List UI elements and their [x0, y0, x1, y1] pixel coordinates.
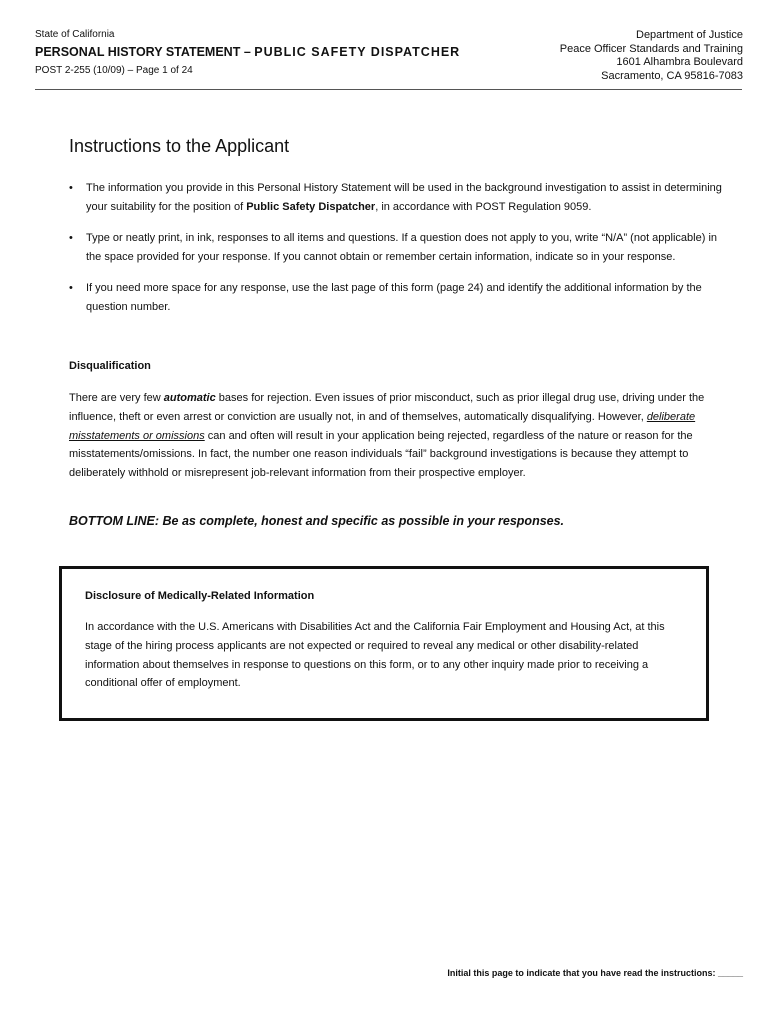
bullet-icon: •	[69, 232, 73, 244]
instruction-item	[69, 279, 729, 317]
disqualification-text: bases for rejection. Even issues of prior misconduct, such as prior illegal drug use, driving under the influence, theft or even arrest or conviction are usually not, in and of themselves, automatically disqualifying. However,	[69, 392, 705, 423]
initial-instruction: Initial this page to indicate that you have read the instructions: _____	[447, 968, 743, 978]
bullet-icon: •	[69, 282, 73, 294]
city-address: Sacramento, CA 95816-7083	[601, 69, 743, 82]
disclosure-text: In accordance with the U.S. Americans with Disabilities Act and the California Fair Employment and Housing Act, at this stage of the hiring process applicants are not expected or required to reveal any medical or other disability-related information about themselves in response to questions on this form, or to any other inquiry made prior to receiving a conditional offer of employment.	[85, 621, 665, 690]
disclosure-box	[59, 566, 709, 721]
header-divider	[35, 89, 742, 90]
deliberate-emphasis: deliberate misstatements or omissions	[69, 410, 696, 442]
form-title	[35, 45, 460, 60]
department-name: Department of Justice	[636, 29, 743, 41]
street-address: 1601 Alhambra Boulevard	[616, 56, 743, 68]
instruction-item	[69, 229, 729, 267]
disqualification-paragraph	[69, 389, 729, 483]
automatic-emphasis: automatic	[163, 392, 216, 404]
form-number: POST 2-255 (10/09) – Page 1 of 24	[35, 65, 193, 76]
bullet-icon: •	[69, 182, 73, 194]
position-name: Public Safety Dispatcher	[246, 201, 376, 213]
form-title-part2: PUBLIC SAFETY DISPATCHER	[254, 45, 461, 59]
instruction-text: , in accordance with POST Regulation 9059.	[375, 201, 592, 213]
bottom-line: BOTTOM LINE: Be as complete, honest and specific as possible in your responses.	[69, 514, 565, 528]
instruction-item	[69, 179, 729, 217]
header-right	[560, 29, 743, 83]
disqualification-text: can and often will result in your application being rejected, regardless of the nature or reason for the misstatements/omissions. In fact, the number one reason individuals “fail” background investigations is because they attempt to deliberately withhold or misrepresent job-relevant information from their prospective employer.	[69, 429, 693, 480]
instruction-text: If you need more space for any response, use the last page of this form (page 24) and identify the additional information by the question number.	[86, 282, 702, 313]
disclosure-heading: Disclosure of Medically-Related Information	[85, 590, 315, 602]
instruction-list	[69, 179, 729, 329]
instruction-text: Type or neatly print, in ink, responses to all items and questions. If a question does not apply to you, write “N/A” (not applicable) in the space provided for your response. If you cannot obtain or remember certain information, indicate so in your response.	[86, 232, 718, 263]
commission-name: Peace Officer Standards and Training	[559, 42, 743, 55]
state-label: State of California	[35, 29, 115, 40]
form-title-part1: PERSONAL HISTORY STATEMENT –	[35, 45, 255, 59]
page-title: Instructions to the Applicant	[69, 136, 290, 156]
disqualification-heading: Disqualification	[69, 360, 151, 372]
header-left	[35, 29, 460, 77]
instruction-text: The information you provide in this Personal History Statement will be used in the background investigation to assist in determining your suitability for the position of	[86, 182, 722, 213]
disqualification-text: There are very few	[69, 392, 164, 404]
